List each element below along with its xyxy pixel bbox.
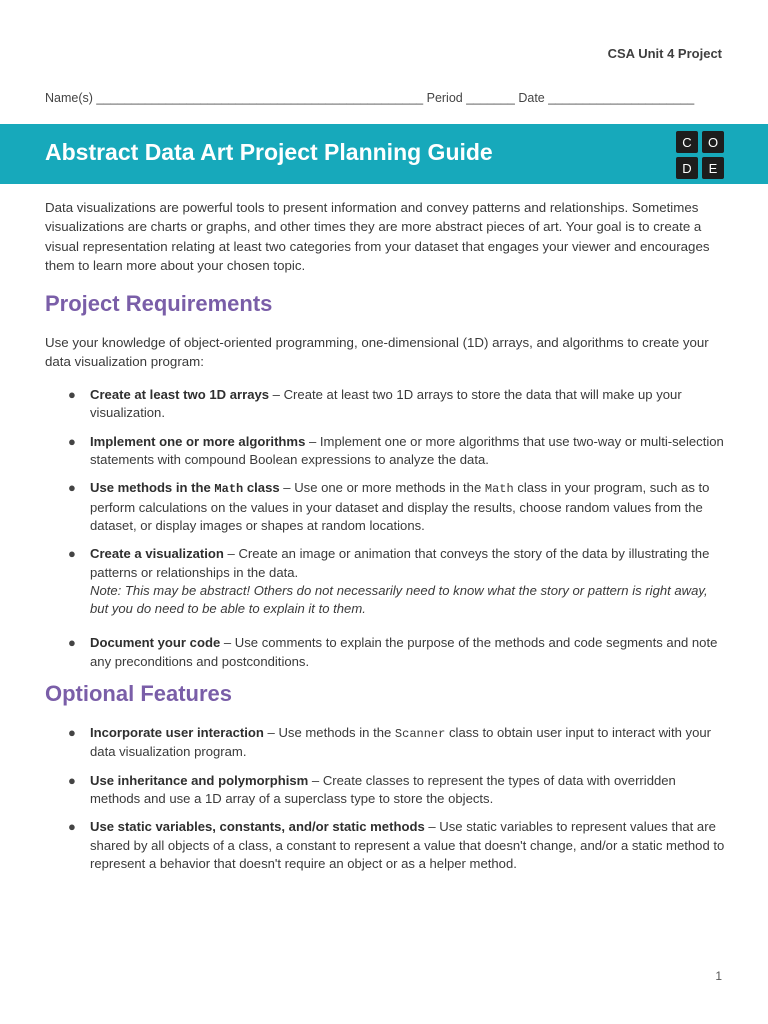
logo-letter: D	[676, 157, 698, 179]
item-text: – Use one or more methods in the Math class in your program, such as to perform calculations on the values in your dataset and display the results, choose random values from the dataset, or display images or shapes at random locations.	[90, 480, 710, 533]
bullet-icon: ●	[68, 772, 76, 788]
item-title: Incorporate user interaction	[90, 725, 264, 741]
optional-list	[45, 724, 725, 873]
item-text: – Use methods in the Scanner class to obtain user input to interact with your data visualization program.	[90, 725, 711, 760]
item-title: Use static variables, constants, and/or static methods	[90, 819, 425, 835]
bullet-icon: ●	[68, 635, 76, 651]
bullet-icon: ●	[68, 387, 76, 403]
item-title: Create a visualization	[90, 546, 224, 562]
requirements-intro: Use your knowledge of object-oriented programming, one-dimensional (1D) arrays, and algorithms to create your data visualization program:	[45, 335, 709, 369]
bullet-icon: ●	[68, 819, 76, 835]
item-title: Use inheritance and polymorphism	[90, 772, 309, 788]
document-body	[45, 198, 725, 883]
item-title: Create at least two 1D arrays	[90, 387, 270, 403]
list-item	[45, 479, 725, 535]
code-logo	[676, 131, 724, 179]
logo-letter: E	[702, 157, 724, 179]
bullet-icon: ●	[68, 546, 76, 562]
logo-letter: O	[702, 131, 724, 153]
optional-heading: Optional Features	[45, 681, 233, 707]
name-period-date-line: Name(s) _______________________________________________ Period _______ Date _____________________	[45, 91, 695, 105]
title-banner	[0, 124, 768, 184]
item-text: – Use static variables to represent values that are shared by all objects of a class, a constant to represent a value that doesn't change, and/or a static method to represent a behavior that doesn't require an object or as a helper method.	[90, 819, 725, 871]
requirements-heading: Project Requirements	[45, 291, 273, 317]
list-item	[45, 634, 725, 671]
logo-letter: C	[676, 131, 698, 153]
item-text: – Implement one or more algorithms that use two-way or multi-selection statements with compound Boolean expressions to analyze the data.	[90, 433, 724, 468]
list-item	[45, 545, 725, 618]
item-title: Implement one or more algorithms	[90, 433, 306, 449]
bullet-icon: ●	[68, 433, 76, 449]
intro-paragraph: Data visualizations are powerful tools to present information and convey patterns and relationships. Sometimes visualizations are charts or graphs, and other times they are more abstract pieces of art. Your goal is to create a visual representation relating at least two categories from your dataset that engages your viewer and encourages them to learn more about your chosen topic.	[45, 200, 710, 273]
list-item	[45, 772, 725, 809]
item-note: Note: This may be abstract! Others do not necessarily need to know what the story or pattern is right away, but you do need to be able to explain it to them.	[90, 582, 708, 617]
page-title: Abstract Data Art Project Planning Guide	[45, 139, 493, 165]
page-number: 1	[715, 969, 722, 983]
list-item	[45, 386, 725, 423]
bullet-icon: ●	[68, 725, 76, 741]
item-text: – Use comments to explain the purpose of the methods and code segments and note any preconditions and postconditions.	[90, 635, 718, 669]
unit-label: CSA Unit 4 Project	[607, 46, 722, 61]
requirements-list	[45, 386, 725, 671]
list-item	[45, 433, 725, 470]
item-text: – Create at least two 1D arrays to store the data that will make up your visualization.	[90, 387, 682, 421]
bullet-icon: ●	[68, 480, 76, 496]
item-title: Use methods in the Math class	[90, 480, 280, 497]
list-item	[45, 818, 725, 873]
item-text: – Create classes to represent the types of data with overridden methods and use a 1D array of a superclass type to store the objects.	[90, 772, 676, 806]
list-item	[45, 724, 725, 762]
item-text: – Create an image or animation that conveys the story of the data by illustrating the patterns or relationships in the data.	[90, 546, 710, 580]
item-title: Document your code	[90, 635, 221, 651]
